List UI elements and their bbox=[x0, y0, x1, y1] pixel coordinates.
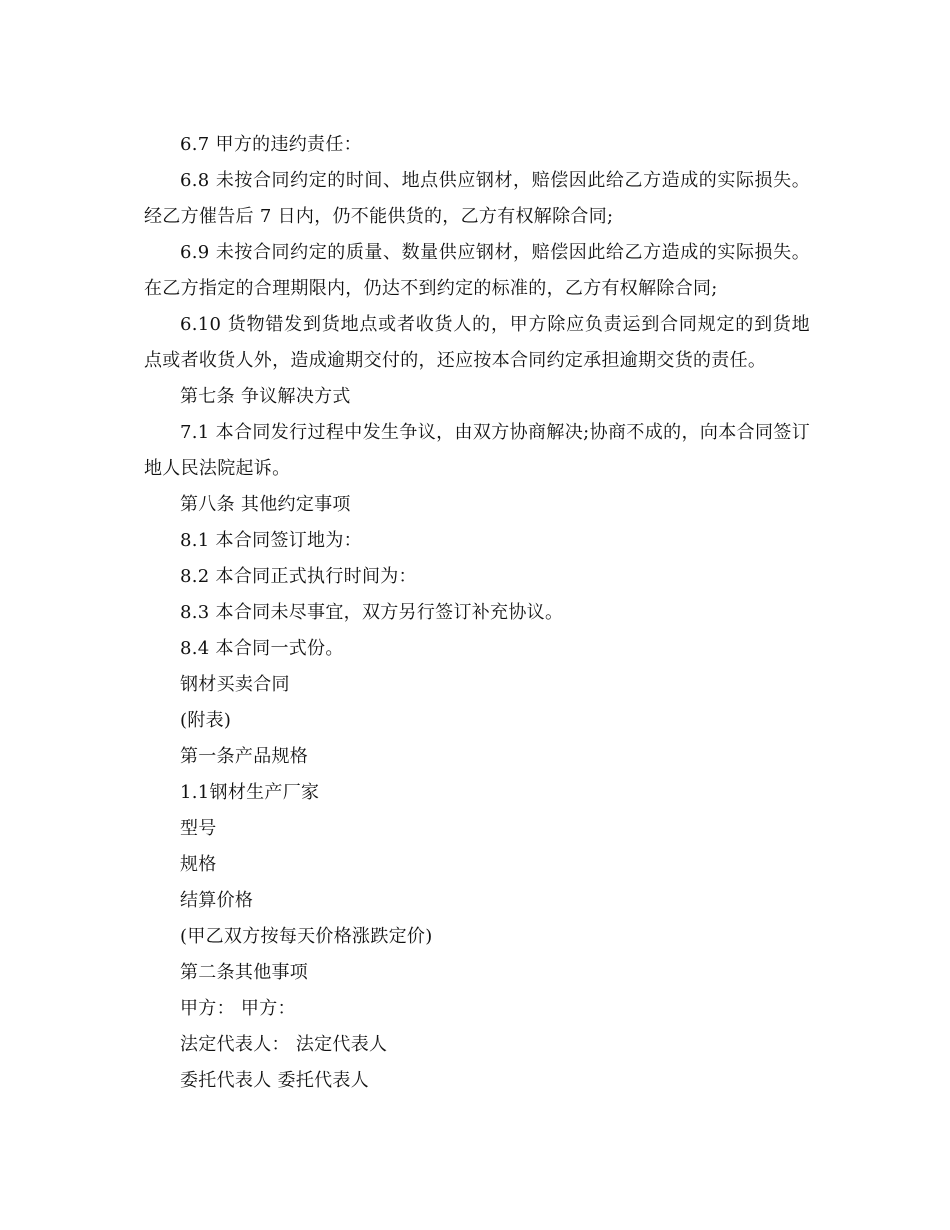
pricing-note: (甲乙双方按每天价格涨跌定价) bbox=[180, 926, 433, 947]
article-8-heading: 第八条 其他约定事项 bbox=[180, 494, 351, 515]
article-7-heading: 第七条 争议解决方式 bbox=[180, 386, 351, 407]
appendix-clause-1-1: 1.1钢材生产厂家 bbox=[180, 782, 320, 803]
appendix-article-2-heading: 第二条其他事项 bbox=[180, 962, 309, 983]
clause-6-8: 6.8 未按合同约定的时间、地点供应钢材，赔偿因此给乙方造成的实际损失。经乙方催告后 7 日内，仍不能供货的，乙方有权解除合同; bbox=[144, 170, 810, 227]
model-label: 型号 bbox=[180, 818, 217, 839]
specification-label: 规格 bbox=[180, 854, 217, 875]
authorized-representative-line: 委托代表人 委托代表人 bbox=[180, 1070, 370, 1091]
clause-8-1: 8.1 本合同签订地为： bbox=[180, 530, 362, 551]
party-a-signature-line: 甲方： 甲方： bbox=[180, 998, 296, 1019]
clause-7-1: 7.1 本合同发行过程中发生争议，由双方协商解决;协商不成的，向本合同签订地人民法院起诉。 bbox=[144, 422, 810, 479]
clause-8-4: 8.4 本合同一式份。 bbox=[180, 638, 344, 659]
contract-title: 钢材买卖合同 bbox=[180, 674, 290, 695]
document-body bbox=[144, 127, 810, 1099]
clause-8-3: 8.3 本合同未尽事宜，双方另行签订补充协议。 bbox=[180, 602, 564, 623]
appendix-article-1-heading: 第一条产品规格 bbox=[180, 746, 309, 767]
clause-6-7: 6.7 甲方的违约责任： bbox=[180, 134, 362, 155]
appendix-label: (附表) bbox=[180, 710, 232, 731]
clause-8-2: 8.2 本合同正式执行时间为： bbox=[180, 566, 417, 587]
clause-6-9: 6.9 未按合同约定的质量、数量供应钢材，赔偿因此给乙方造成的实际损失。在乙方指定的合理期限内，仍达不到约定的标准的，乙方有权解除合同; bbox=[144, 242, 810, 299]
settlement-price-label: 结算价格 bbox=[180, 890, 254, 911]
clause-6-10: 6.10 货物错发到货地点或者收货人的，甲方除应负责运到合同规定的到货地点或者收货人外，造成逾期交付的，还应按本合同约定承担逾期交货的责任。 bbox=[144, 314, 810, 371]
legal-representative-line: 法定代表人： 法定代表人 bbox=[180, 1034, 388, 1055]
